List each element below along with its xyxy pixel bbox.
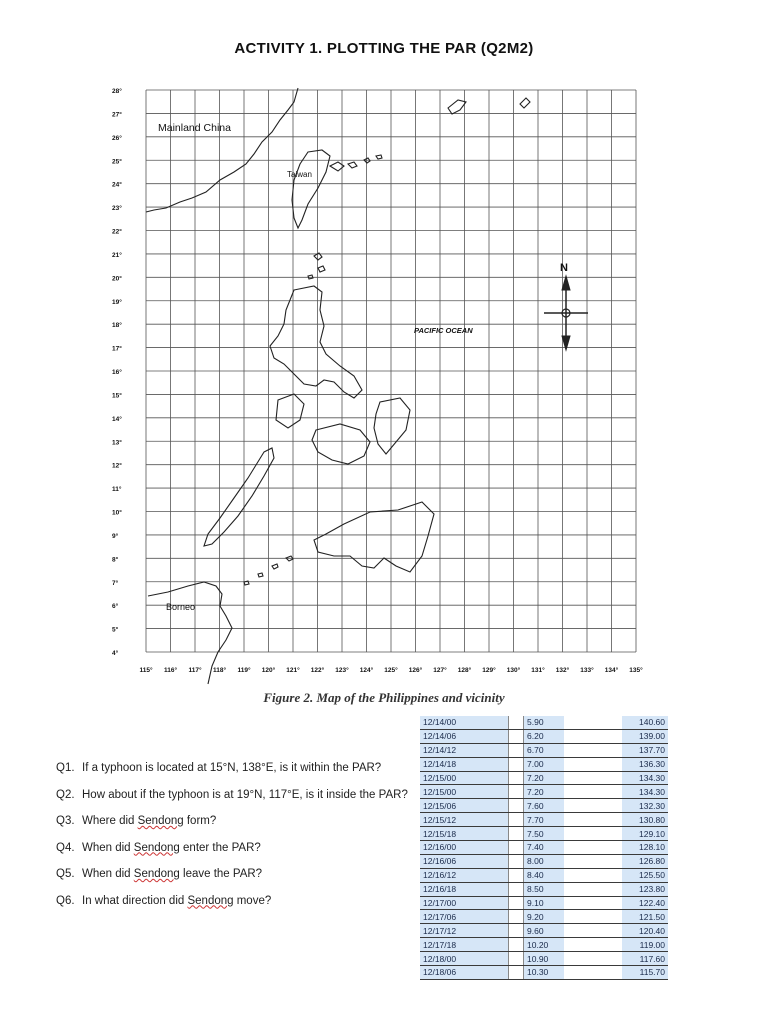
longitude-cell: 129.10 <box>622 827 668 841</box>
longitude-tick-label: 116° <box>163 667 178 674</box>
latitude-tick-label: 21° <box>112 251 122 259</box>
latitude-cell: 9.60 <box>524 924 565 938</box>
longitude-tick-label: 125° <box>384 667 398 674</box>
table-spacer <box>564 882 622 896</box>
table-spacer <box>509 868 524 882</box>
question-item <box>56 815 406 842</box>
longitude-tick-label: 126° <box>408 667 423 674</box>
latitude-tick-label: 8° <box>112 556 119 564</box>
question-number: Q2. <box>56 788 75 801</box>
track-row <box>420 882 668 896</box>
latitude-tick-label: 7° <box>112 579 119 587</box>
longitude-cell: 136.30 <box>622 757 668 771</box>
table-spacer <box>564 771 622 785</box>
taiwan-label: Taiwan <box>287 170 312 179</box>
table-spacer <box>509 813 524 827</box>
batanes-islands <box>308 253 325 279</box>
table-spacer <box>564 966 622 980</box>
track-row <box>420 827 668 841</box>
date-cell: 12/14/06 <box>420 729 509 743</box>
map-grid <box>146 90 636 652</box>
longitude-tick-label: 127° <box>433 667 447 674</box>
latitude-tick-label: 24° <box>112 181 122 189</box>
question-list <box>56 762 406 921</box>
ryukyu-islands <box>330 155 382 171</box>
latitude-cell: 8.00 <box>524 854 565 868</box>
longitude-tick-label: 129° <box>482 667 496 674</box>
date-cell: 12/17/06 <box>420 910 509 924</box>
date-cell: 12/15/00 <box>420 771 509 785</box>
longitude-cell: 128.10 <box>622 841 668 855</box>
table-spacer <box>564 938 622 952</box>
latitude-tick-label: 6° <box>112 603 119 611</box>
latitude-tick-label: 9° <box>112 532 119 540</box>
question-text: If a typhoon is located at 15°N, 138°E, is it within the PAR? <box>82 762 382 774</box>
latitude-tick-label: 17° <box>112 345 122 353</box>
question-item <box>56 868 406 895</box>
table-spacer <box>509 757 524 771</box>
typhoon-name: Sendong <box>133 841 180 854</box>
question-text: leave the PAR? <box>179 868 263 880</box>
latitude-cell: 10.90 <box>524 952 565 966</box>
date-cell: 12/15/12 <box>420 813 509 827</box>
samar-leyte-islands <box>374 398 410 454</box>
latitude-cell: 7.20 <box>524 785 565 799</box>
table-spacer <box>509 882 524 896</box>
date-cell: 12/16/06 <box>420 854 509 868</box>
latitude-cell: 7.00 <box>524 757 565 771</box>
longitude-tick-label: 133° <box>580 667 594 674</box>
date-cell: 12/14/12 <box>420 743 509 757</box>
longitude-tick-label: 117° <box>188 667 202 674</box>
longitude-tick-label: 122° <box>310 667 325 674</box>
track-row <box>420 743 668 757</box>
page-title: ACTIVITY 1. PLOTTING THE PAR (Q2M2) <box>234 40 534 57</box>
question-item <box>56 842 406 869</box>
table-spacer <box>564 757 622 771</box>
question-text: When did <box>82 841 134 854</box>
table-spacer <box>564 952 622 966</box>
latitude-cell: 8.50 <box>524 882 565 896</box>
latitude-tick-label: 15° <box>112 392 122 400</box>
question-text: move? <box>233 894 272 907</box>
question-text: Where did <box>82 815 138 827</box>
latitude-cell: 7.70 <box>524 813 565 827</box>
longitude-tick-label: 134° <box>604 667 619 674</box>
question-text: When did <box>82 868 134 880</box>
question-number: Q5. <box>56 868 75 880</box>
longitude-cell: 122.40 <box>622 896 668 910</box>
question-item <box>56 789 406 816</box>
table-spacer <box>564 716 622 729</box>
longitude-cell: 132.30 <box>622 799 668 813</box>
longitude-cell: 134.30 <box>622 785 668 799</box>
date-cell: 12/16/12 <box>420 868 509 882</box>
table-spacer <box>509 841 524 855</box>
track-row <box>420 952 668 966</box>
date-cell: 12/16/18 <box>420 882 509 896</box>
latitude-tick-label: 12° <box>112 462 122 470</box>
date-cell: 12/14/00 <box>420 716 509 729</box>
longitude-tick-label: 121° <box>286 667 300 674</box>
question-item <box>56 895 406 922</box>
latitude-tick-label: 5° <box>112 626 119 634</box>
table-spacer <box>509 952 524 966</box>
question-text: In what direction did <box>82 894 188 907</box>
longitude-cell: 126.80 <box>622 854 668 868</box>
table-spacer <box>564 827 622 841</box>
table-spacer <box>509 910 524 924</box>
longitude-tick-label: 132° <box>555 667 570 674</box>
date-cell: 12/15/00 <box>420 785 509 799</box>
question-item <box>56 762 406 789</box>
longitude-cell: 134.30 <box>622 771 668 785</box>
table-spacer <box>509 966 524 980</box>
date-cell: 12/17/00 <box>420 896 509 910</box>
longitude-cell: 119.00 <box>622 938 668 952</box>
table-spacer <box>564 854 622 868</box>
typhoon-name: Sendong <box>133 868 180 880</box>
borneo-label: Borneo <box>166 602 196 612</box>
longitude-tick-label: 119° <box>237 667 251 674</box>
typhoon-name: Sendong <box>137 815 184 827</box>
track-row <box>420 938 668 952</box>
taiwan-island <box>292 150 330 228</box>
longitude-cell: 117.60 <box>622 952 668 966</box>
question-number: Q1. <box>56 762 75 774</box>
track-row <box>420 785 668 799</box>
track-row <box>420 910 668 924</box>
mindoro-island <box>276 394 304 428</box>
table-spacer <box>564 910 622 924</box>
latitude-tick-label: 18° <box>112 322 122 330</box>
latitude-tick-label: 27° <box>112 111 122 119</box>
question-text: form? <box>183 815 217 827</box>
question-text: How about if the typhoon is at 19°N, 117°E, is it inside the PAR? <box>82 788 408 801</box>
longitude-tick-label: 123° <box>335 667 349 674</box>
latitude-cell: 9.20 <box>524 910 565 924</box>
table-spacer <box>509 716 524 729</box>
question-number: Q3. <box>56 815 75 827</box>
latitude-tick-label: 28° <box>112 88 122 95</box>
track-row <box>420 966 668 980</box>
table-spacer <box>564 799 622 813</box>
typhoon-name: Sendong <box>187 894 234 907</box>
track-row <box>420 896 668 910</box>
table-spacer <box>564 896 622 910</box>
pacific-ocean-label: PACIFIC OCEAN <box>414 326 473 335</box>
longitude-tick-label: 135° <box>629 667 643 674</box>
luzon-island <box>270 286 362 398</box>
longitude-cell: 115.70 <box>622 966 668 980</box>
longitude-cell: 125.50 <box>622 868 668 882</box>
latitude-tick-label: 13° <box>112 439 122 447</box>
table-spacer <box>509 771 524 785</box>
visayas-islands <box>312 424 370 464</box>
longitude-tick-label: 115° <box>139 667 153 674</box>
longitude-tick-label: 130° <box>506 667 521 674</box>
landmasses <box>146 88 530 684</box>
latitude-tick-label: 26° <box>112 134 122 142</box>
question-text: enter the PAR? <box>179 841 261 854</box>
track-row <box>420 757 668 771</box>
mainland-china-coast <box>146 88 298 212</box>
map-figure <box>108 80 648 686</box>
question-number: Q4. <box>56 841 75 854</box>
longitude-cell: 139.00 <box>622 729 668 743</box>
longitude-cell: 140.60 <box>622 716 668 729</box>
track-row <box>420 799 668 813</box>
latitude-cell: 7.20 <box>524 771 565 785</box>
longitude-tick-label: 128° <box>457 667 472 674</box>
table-spacer <box>509 785 524 799</box>
longitude-tick-label: 124° <box>359 667 374 674</box>
latitude-cell: 7.40 <box>524 841 565 855</box>
track-row <box>420 854 668 868</box>
latitude-cell: 7.60 <box>524 799 565 813</box>
longitude-cell: 123.80 <box>622 882 668 896</box>
table-spacer <box>564 743 622 757</box>
table-spacer <box>509 938 524 952</box>
date-cell: 12/14/18 <box>420 757 509 771</box>
latitude-cell: 10.30 <box>524 966 565 980</box>
track-row <box>420 868 668 882</box>
track-row <box>420 841 668 855</box>
table-spacer <box>509 729 524 743</box>
latitude-tick-label: 10° <box>112 509 122 517</box>
latitude-tick-label: 19° <box>112 298 122 306</box>
palawan-island <box>204 448 274 546</box>
philippines-map <box>108 80 648 686</box>
latitude-cell: 10.20 <box>524 938 565 952</box>
longitude-tick-label: 120° <box>261 667 276 674</box>
table-spacer <box>564 868 622 882</box>
latitude-tick-label: 4° <box>112 650 119 657</box>
mainland-china-label: Mainland China <box>158 122 231 134</box>
track-row <box>420 729 668 743</box>
latitude-tick-label: 16° <box>112 369 122 376</box>
table-spacer <box>509 743 524 757</box>
longitude-cell: 130.80 <box>622 813 668 827</box>
longitude-tick-label: 131° <box>531 667 545 674</box>
question-number: Q6. <box>56 894 75 907</box>
longitude-tick-label: 118° <box>212 667 227 674</box>
latitude-tick-label: 11° <box>112 486 122 494</box>
latitude-tick-label: 23° <box>112 205 122 213</box>
latitude-cell: 8.40 <box>524 868 565 882</box>
latitude-tick-label: 25° <box>112 158 122 166</box>
table-spacer <box>509 924 524 938</box>
latitude-tick-label: 14° <box>112 415 122 423</box>
longitude-cell: 120.40 <box>622 924 668 938</box>
latitude-tick-label: 22° <box>112 228 122 236</box>
table-spacer <box>509 854 524 868</box>
latitude-cell: 5.90 <box>524 716 565 729</box>
latitude-cell: 6.70 <box>524 743 565 757</box>
table-spacer <box>509 799 524 813</box>
latitude-cell: 6.20 <box>524 729 565 743</box>
sendong-track-table <box>420 716 668 980</box>
north-label: N <box>560 262 568 274</box>
date-cell: 12/17/18 <box>420 938 509 952</box>
longitude-cell: 121.50 <box>622 910 668 924</box>
figure-caption: Figure 2. Map of the Philippines and vicinity <box>263 690 505 705</box>
date-cell: 12/15/18 <box>420 827 509 841</box>
table-spacer <box>564 729 622 743</box>
latitude-cell: 7.50 <box>524 827 565 841</box>
table-spacer <box>564 813 622 827</box>
track-row <box>420 716 668 729</box>
mindanao-island <box>314 502 434 572</box>
date-cell: 12/18/06 <box>420 966 509 980</box>
date-cell: 12/17/12 <box>420 924 509 938</box>
latitude-tick-label: 20° <box>112 275 122 283</box>
table-spacer <box>564 785 622 799</box>
table-spacer <box>509 896 524 910</box>
track-row <box>420 924 668 938</box>
table-spacer <box>564 924 622 938</box>
latitude-cell: 9.10 <box>524 896 565 910</box>
compass-rose <box>544 276 588 350</box>
date-cell: 12/15/06 <box>420 799 509 813</box>
date-cell: 12/18/00 <box>420 952 509 966</box>
track-row <box>420 771 668 785</box>
longitude-cell: 137.70 <box>622 743 668 757</box>
date-cell: 12/16/00 <box>420 841 509 855</box>
track-row <box>420 813 668 827</box>
table-spacer <box>564 841 622 855</box>
table-spacer <box>509 827 524 841</box>
